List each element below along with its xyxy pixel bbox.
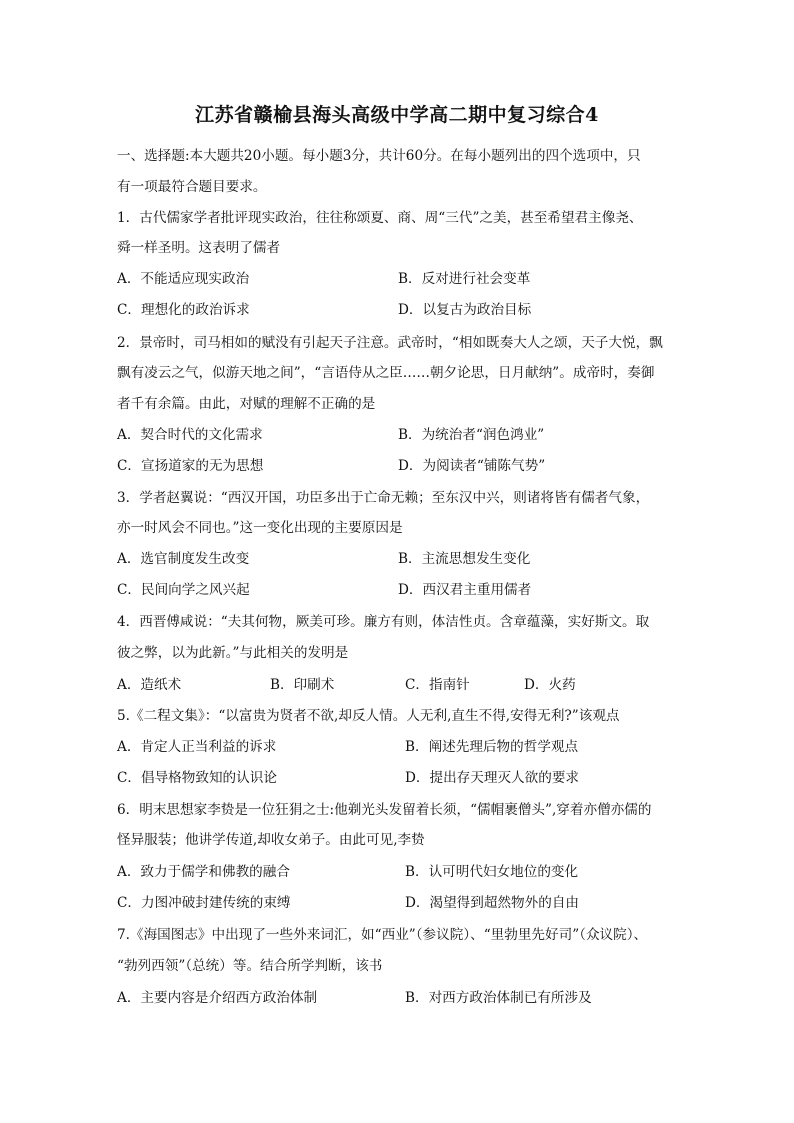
question-4-stem-line-2: 彼之弊，以为此新。”与此相关的发明是 (117, 645, 349, 661)
question-1-option-d: D．以复古为政治目标 (398, 302, 532, 318)
question-7-stem-line-1: 7.《海国图志》中出现了一些外来词汇，如“西业”（参议院）、“里勃里先好司”（众议院）、 (117, 927, 648, 943)
question-4-option-b: B．印刷术 (270, 677, 335, 693)
question-2-stem-line-3: 者千有余篇。由此，对赋的理解不正确的是 (117, 396, 376, 412)
question-7-option-b: B．对西方政治体制已有所涉及 (405, 990, 592, 1006)
question-6-option-c: C．力图冲破封建传统的束缚 (117, 895, 291, 911)
question-3-stem-line-1: 3．学者赵翼说：“西汉开国，功臣多出于亡命无赖；至东汉中兴，则诸将皆有儒者气象， (117, 490, 650, 506)
question-1-option-c: C．理想化的政治诉求 (117, 302, 250, 318)
question-6-option-d: D．渴望得到超然物外的自由 (405, 895, 580, 911)
question-6-stem-line-1: 6．明末思想家李贽是一位狂狷之士:他剃光头发留着长须，“儒帽裹僧头”,穿着亦僧亦儒的 (117, 802, 652, 818)
question-5-option-a: A．肯定人正当利益的诉求 (117, 739, 277, 755)
question-6-option-b: B．认可明代妇女地位的变化 (405, 864, 579, 880)
question-2-stem-line-2: 飘有凌云之气，似游天地之间”，“言语侍从之臣……朝夕论思，日月献纳”。成帝时，奏御 (117, 365, 655, 381)
question-1-option-a: A．不能适应现实政治 (117, 271, 250, 287)
question-2-stem-line-1: 2．景帝时，司马相如的赋没有引起天子注意。武帝时，“相如既奏大人之颂，天子大悦，飘 (117, 335, 663, 351)
question-6-stem-line-2: 怪异服装；他讲学传道,却收女弟子。由此可见,李贽 (117, 832, 425, 848)
question-5-option-c: C．倡导格物致知的认识论 (117, 770, 277, 786)
question-1-option-b: B．反对进行社会变革 (398, 271, 531, 287)
question-7-stem-line-2: “勃列西领”（总统）等。结合所学判断，该书 (117, 958, 383, 974)
question-1-stem-line-1: 1．古代儒家学者批评现实政治，往往称颂夏、商、周“三代”之美，甚至希望君主像尧、 (117, 210, 643, 226)
question-3-option-c: C．民间向学之风兴起 (117, 582, 250, 598)
question-2-option-a: A．契合时代的文化需求 (117, 427, 263, 443)
question-4-stem-line-1: 4．西晋傅咸说：“夫其何物，厥美可珍。廉方有则，体洁性贞。含章蕴藻，实好斯文。取 (117, 614, 650, 630)
question-2-option-c: C．宣扬道家的无为思想 (117, 458, 264, 474)
question-7-option-a: A．主要内容是介绍西方政治体制 (117, 990, 318, 1006)
question-4-option-c: C．指南针 (405, 677, 470, 693)
question-3-option-d: D．西汉君主重用儒者 (398, 582, 532, 598)
question-5-option-d: D．提出存天理灭人欲的要求 (405, 770, 580, 786)
question-6-option-a: A．致力于儒学和佛教的融合 (117, 864, 290, 880)
question-3-option-b: B．主流思想发生变化 (398, 551, 531, 567)
question-4-option-d: D．火药 (524, 677, 576, 693)
question-2-option-d: D．为阅读者“铺陈气势” (398, 458, 546, 474)
document-title: 江苏省赣榆县海头高级中学高二期中复习综合4 (195, 104, 599, 126)
question-5-option-b: B．阐述先理后物的哲学观点 (405, 739, 579, 755)
question-5-stem-line-1: 5.《二程文集》：“以富贵为贤者不欲,却反人情。人无利,直生不得,安得无利?”该观点 (117, 708, 620, 724)
question-4-option-a: A．造纸术 (117, 677, 182, 693)
instructions-line-2: 有一项最符合题目要求。 (117, 179, 267, 195)
question-3-option-a: A．选官制度发生改变 (117, 551, 250, 567)
instructions-line-1: 一、选择题:本大题共20小题。每小题3分，共计60分。在每小题列出的四个选项中，只 (117, 148, 641, 164)
question-3-stem-line-2: 亦一时风会不同也。”这一变化出现的主要原因是 (117, 520, 403, 536)
question-1-stem-line-2: 舜一样圣明。这表明了儒者 (117, 240, 281, 256)
question-2-option-b: B．为统治者“润色鸿业” (398, 427, 545, 443)
